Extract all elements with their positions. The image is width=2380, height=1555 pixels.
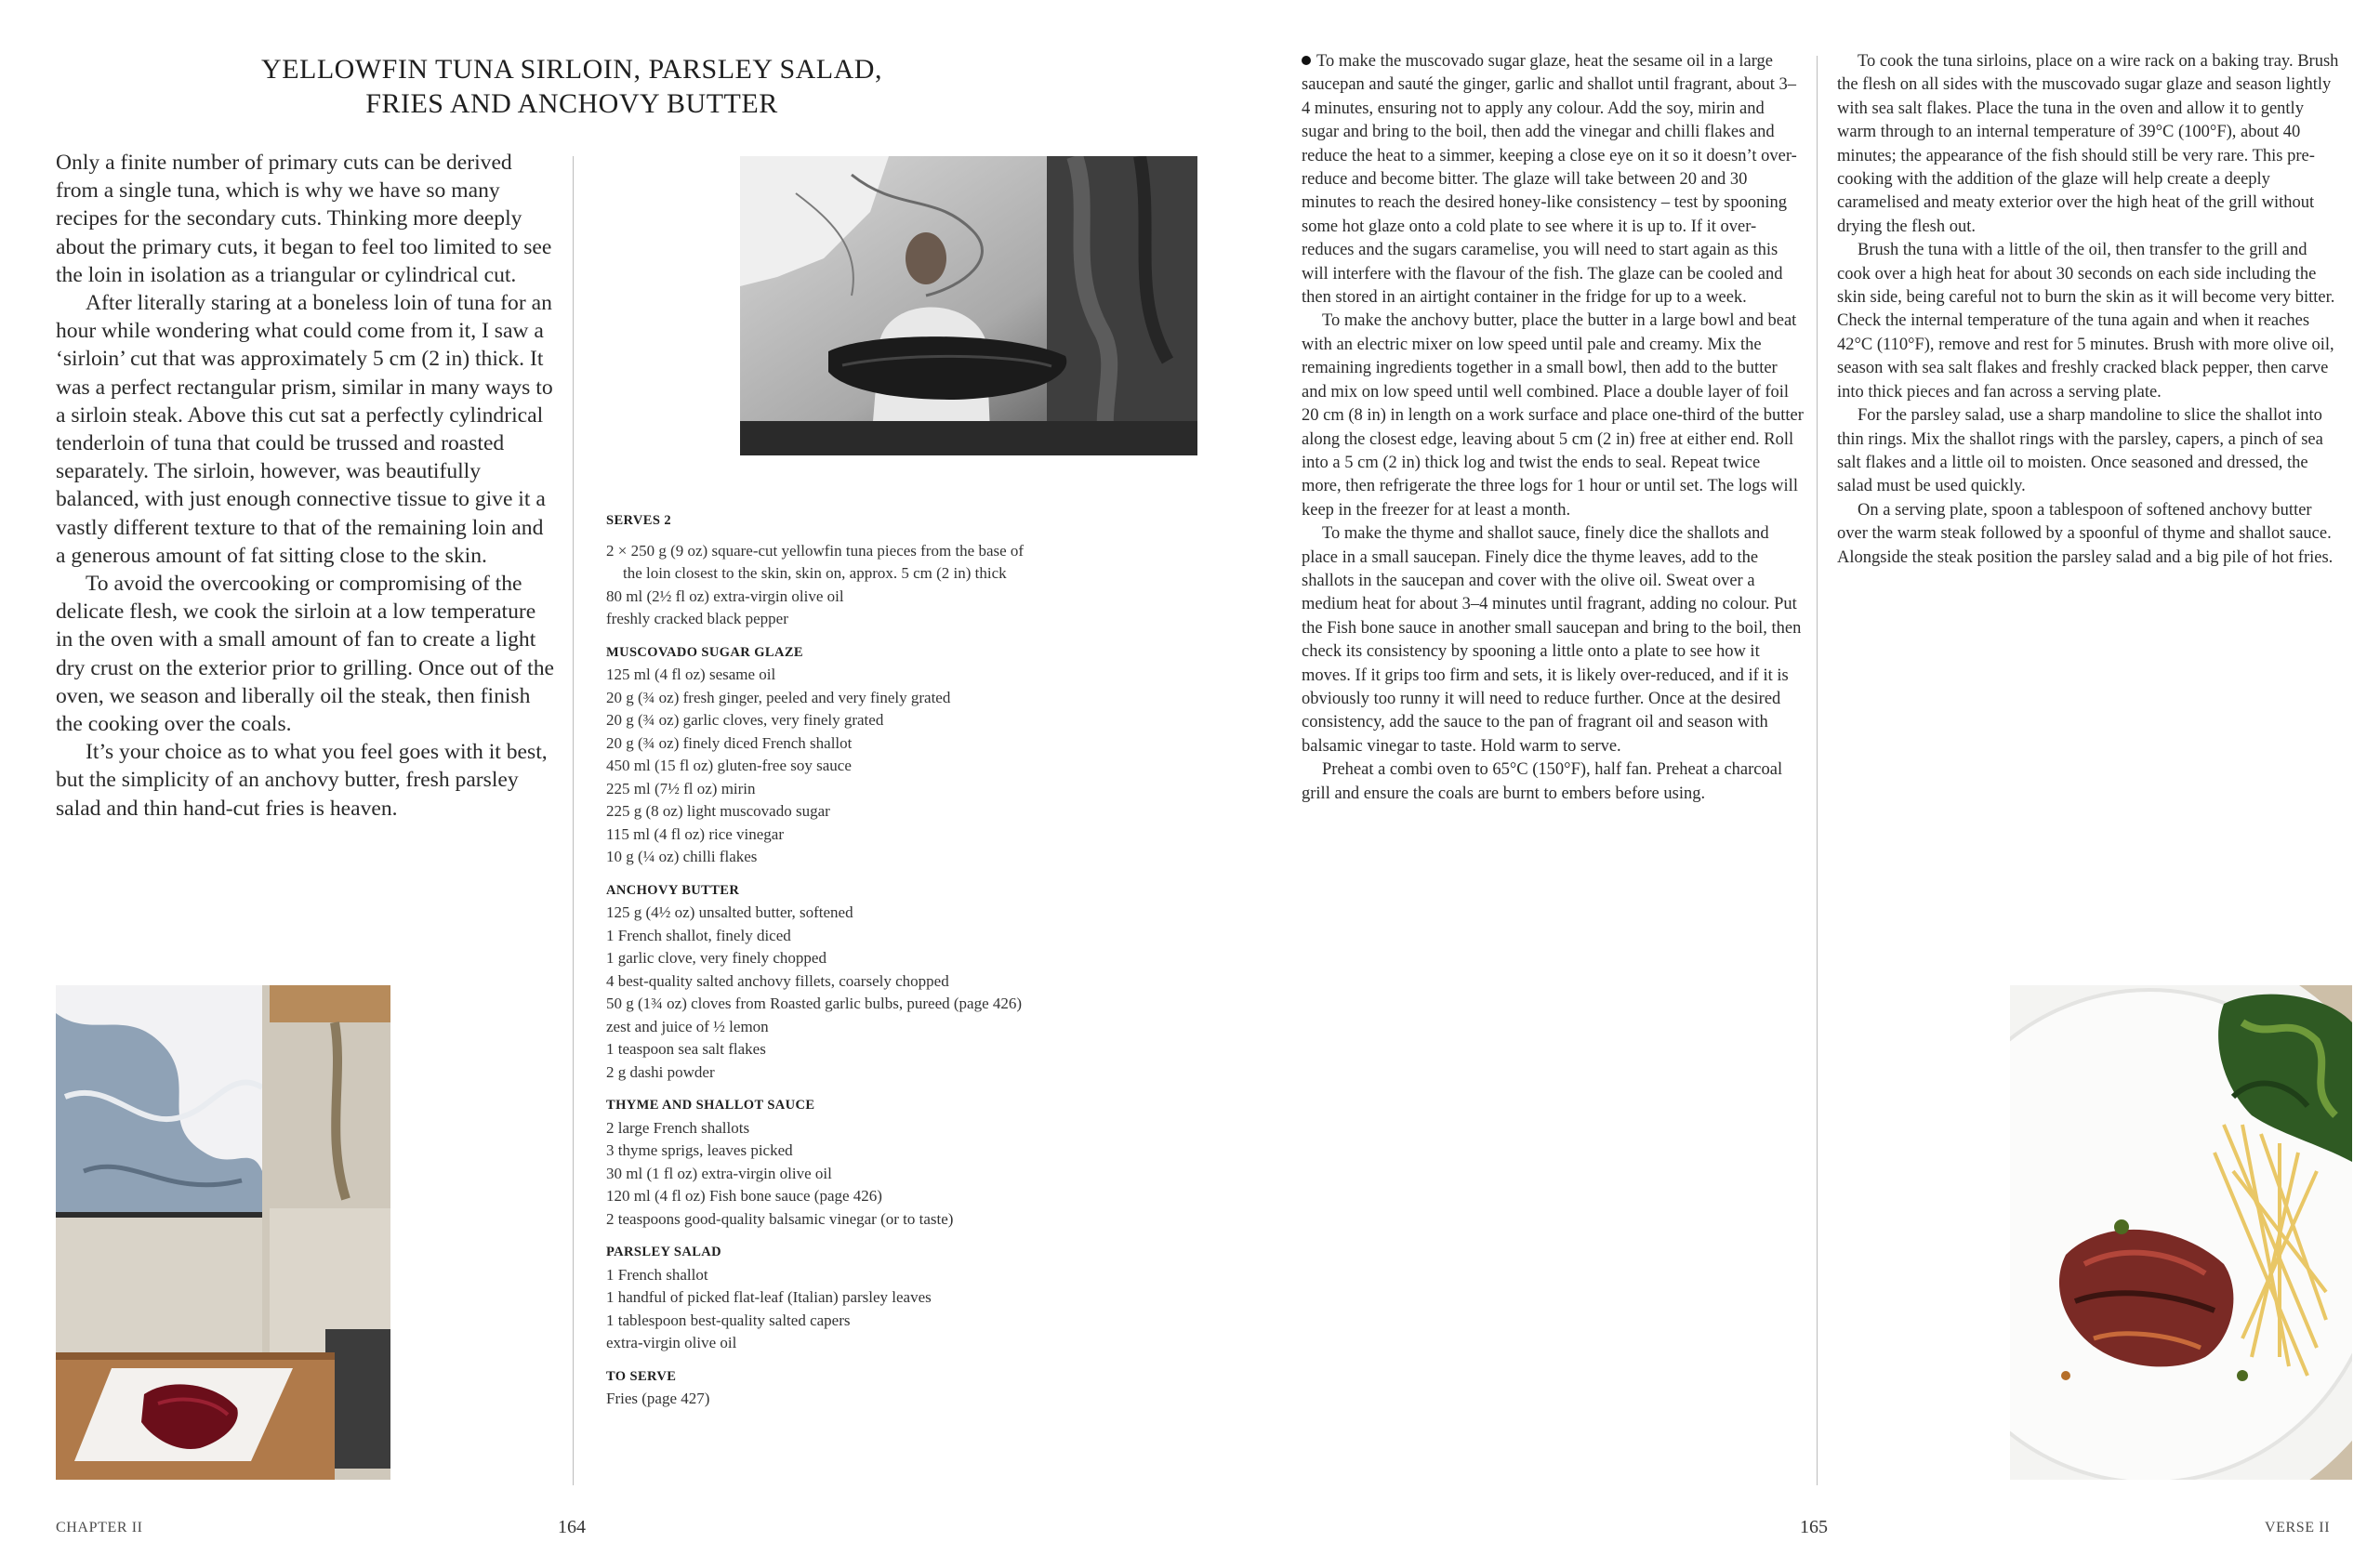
method-column-2 bbox=[1837, 50, 2339, 570]
intro-paragraph: Only a finite number of primary cuts can be derived from a single tuna, which is why we have so many recipes for the secondary cuts. Thinking more deeply about the primary cuts, it began to feel too limited to see the loin in isolation as a triangular or cylindrical cut. bbox=[56, 151, 552, 287]
ingredient-item: 225 g (8 oz) light muscovado sugar bbox=[606, 802, 830, 820]
recipe-title-line-1: YELLOWFIN TUNA SIRLOIN, PARSLEY SALAD, bbox=[261, 54, 882, 85]
ingredient-section-heading: THYME AND SHALLOT SAUCE bbox=[606, 1098, 815, 1113]
ingredient-section-heading: SERVES 2 bbox=[606, 513, 671, 528]
method-paragraph: For the parsley salad, use a sharp mandoline to slice the shallot into thin rings. Mix the shallot rings with the parsley, capers, a pinch of sea salt flakes and a little oil to moisten. Once seasoned and dressed, the salad must be used quickly. bbox=[1837, 406, 2323, 496]
ingredient-item: extra-virgin olive oil bbox=[606, 1334, 737, 1351]
ingredient-section bbox=[606, 641, 1043, 869]
ingredient-item: 115 ml (4 fl oz) rice vinegar bbox=[606, 824, 785, 843]
method-paragraph: To cook the tuna sirloins, place on a wire rack on a baking tray. Brush the flesh on all sides with the muscovado sugar glaze and season lightly with sea salt flakes. Place the tuna in the oven and allow it to gently warm through to an internal temperature of 39°C (100°F), about 40 minutes; the appearance of the fish should still be very rare. This pre-cooking with the addition of the glaze will help create a deeply caramelised and meaty exterior over the high heat of the grill without drying the flesh out. bbox=[1837, 52, 2339, 236]
ingredient-item: 1 tablespoon best-quality salted capers bbox=[606, 1311, 851, 1329]
tuna-loin-photo bbox=[56, 985, 390, 1480]
ingredient-item: 225 ml (7½ fl oz) mirin bbox=[606, 779, 756, 797]
page-number-left: 164 bbox=[558, 1517, 586, 1537]
recipe-title-line-2: FRIES AND ANCHOVY BUTTER bbox=[365, 88, 778, 119]
recipe-title bbox=[93, 52, 1051, 121]
method-paragraph: On a serving plate, spoon a tablespoon of softened anchovy butter over the warm steak followed by a spoonful of thyme and shallot sauce. Alongside the steak position the parsley salad and a big pile of hot fries. bbox=[1837, 500, 2334, 567]
bullet-icon bbox=[1302, 56, 1311, 65]
ingredient-section-heading: TO SERVE bbox=[606, 1368, 677, 1384]
ingredient-item: 1 teaspoon sea salt flakes bbox=[606, 1040, 766, 1058]
ingredient-item: 20 g (¾ oz) garlic cloves, very finely grated bbox=[606, 711, 884, 729]
ingredient-item: 125 ml (4 fl oz) sesame oil bbox=[606, 665, 776, 683]
intro-paragraph: After literally staring at a boneless loin of tuna for an hour while wondering what could come from it, I saw a ‘sirloin’ cut that was approximately 5 cm (2 in) thick. It was a perfect rectangular prism, similar in many ways to a sirloin steak. Above this cut sat a perfectly cylindrical tenderloin of tuna that could be trussed and roasted separately. The sirloin, however, was beautifully balanced, with just enough connective tissue to give it a vastly different texture to that of the remaining loin and a generous amount of fat sitting close to the skin. bbox=[56, 291, 553, 568]
method-paragraph: To make the thyme and shallot sauce, finely dice the shallots and place in a small saucepan. Finely dice the thyme leaves, add to the shallots in the saucepan and cover with the olive oil. Sweat over a medium heat for about 3–4 minutes until fragrant, adding no colour. Put the Fish bone sauce in another small saucepan and bring to the boil, then check its consistency by spooning a little onto a plate to see how it moves. If it grips too firm and sets, it is likely over-reduced, and if it is obviously too runny it will need to reduce further. Once at the desired consistency, add the sauce to the pan of fragrant oil and season with balsamic vinegar to taste. Hold warm to serve. bbox=[1302, 524, 1802, 756]
chef-photo bbox=[740, 156, 1197, 455]
ingredient-item: 2 large French shallots bbox=[606, 1118, 750, 1137]
method-paragraph: Brush the tuna with a little of the oil, then transfer to the grill and cook over a high heat for about 30 seconds on each side including the skin side, being careful not to burn the skin as it will become very bitter. Check the internal temperature of the tuna again and when it reaches 42°C (110°F), remove and rest for 5 minutes. Brush with more olive oil, season with sea salt flakes and freshly cracked black pepper, then carve into thick pieces and fan across a serving plate. bbox=[1837, 241, 2335, 402]
ingredient-item: 450 ml (15 fl oz) gluten-free soy sauce bbox=[606, 757, 852, 774]
ingredient-item: 2 g dashi powder bbox=[606, 1062, 715, 1081]
ingredient-section-heading: PARSLEY SALAD bbox=[606, 1245, 722, 1259]
ingredient-item: 20 g (¾ oz) finely diced French shallot bbox=[606, 733, 853, 752]
ingredient-item: 1 garlic clove, very finely chopped bbox=[606, 949, 826, 967]
method-column-1 bbox=[1302, 50, 1804, 806]
ingredient-item: 10 g (¼ oz) chilli flakes bbox=[606, 848, 758, 865]
ingredient-item: freshly cracked black pepper bbox=[606, 610, 788, 627]
ingredient-item: 3 thyme sprigs, leaves picked bbox=[606, 1141, 793, 1159]
ingredients-list bbox=[606, 509, 1043, 1421]
ingredient-item: 50 g (1¾ oz) cloves from Roasted garlic bulbs, pureed (page 426) bbox=[606, 995, 1023, 1012]
column-divider bbox=[1817, 56, 1818, 1485]
ingredient-section bbox=[606, 1094, 1043, 1231]
ingredient-item: 1 French shallot, finely diced bbox=[606, 926, 791, 944]
ingredient-section bbox=[606, 1365, 1043, 1411]
method-paragraph-text: To make the muscovado sugar glaze, heat the sesame oil in a large saucepan and sauté the ginger, garlic and shallot until fragrant, about 3–4 minutes, ensuring not to apply any colour. Add the soy, mirin and sugar and bring to the boil, then add the vinegar and chilli flakes and reduce the heat to a simmer, keeping a close eye on it so it doesn’t over-reduce and become bitter. The glaze will take between 20 and 30 minutes to reach the desired honey-like consistency – test by spooning some hot glaze onto a cold plate to see where it is up to. If it over-reduces and the sugars caramelise, you will need to start again as this will interfere with the flavour of the fish. The glaze can be cooled and then stored in an airtight container in the fridge for up to a week. bbox=[1302, 52, 1797, 308]
method-paragraph: To make the anchovy butter, place the butter in a large bowl and beat with an electric mixer on low speed until pale and creamy. Mix the remaining ingredients together in a small bowl, then add to the butter and mix on low speed until well combined. Place a double layer of foil 20 cm (8 in) in length on a work surface and place one-third of the butter along the closest edge, leaving about 5 cm (2 in) free at either end. Roll into a 5 cm (2 in) thick log and twist the ends to seal. Repeat twice more, then refrigerate the three logs for 1 hour or until set. The logs will keep in the freezer for at least a month. bbox=[1302, 311, 1804, 520]
column-divider bbox=[573, 156, 574, 1485]
ingredient-item: 30 ml (1 fl oz) extra-virgin olive oil bbox=[606, 1164, 832, 1182]
ingredient-item: 2 × 250 g (9 oz) square-cut yellowfin tuna pieces from the base of the loin closest to the skin, skin on, approx. 5 cm (2 in) thick bbox=[606, 541, 1025, 582]
ingredient-item: 120 ml (4 fl oz) Fish bone sauce (page 426) bbox=[606, 1187, 882, 1205]
ingredient-item: 4 best-quality salted anchovy fillets, coarsely chopped bbox=[606, 971, 949, 990]
method-paragraph: Preheat a combi oven to 65°C (150°F), half fan. Preheat a charcoal grill and ensure the coals are burnt to embers before using. bbox=[1302, 760, 1783, 803]
ingredient-section bbox=[606, 540, 1043, 631]
intro-text bbox=[56, 149, 558, 823]
chapter-label: CHAPTER II bbox=[56, 1520, 143, 1535]
ingredient-section-heading: ANCHOVY BUTTER bbox=[606, 882, 740, 898]
ingredient-section bbox=[606, 509, 1043, 533]
ingredient-item: zest and juice of ½ lemon bbox=[606, 1017, 769, 1035]
ingredient-item: 1 handful of picked flat-leaf (Italian) parsley leaves bbox=[606, 1288, 932, 1306]
ingredient-item: 2 teaspoons good-quality balsamic vinegar (or to taste) bbox=[606, 1209, 954, 1228]
method-paragraph bbox=[1302, 50, 1804, 310]
ingredient-item: 1 French shallot bbox=[606, 1265, 708, 1284]
intro-paragraph: It’s your choice as to what you feel goes with it best, but the simplicity of an anchovy butter, fresh parsley salad and thin hand-cut fries is heaven. bbox=[56, 740, 548, 821]
ingredient-item: 125 g (4½ oz) unsalted butter, softened bbox=[606, 903, 853, 921]
ingredient-section bbox=[606, 879, 1043, 1085]
ingredient-section bbox=[606, 1241, 1043, 1355]
ingredient-section-heading: MUSCOVADO SUGAR GLAZE bbox=[606, 644, 803, 660]
ingredient-item: 20 g (¾ oz) fresh ginger, peeled and very finely grated bbox=[606, 688, 951, 706]
plated-dish-photo bbox=[2010, 985, 2352, 1480]
page-number-right: 165 bbox=[1800, 1517, 1828, 1537]
ingredient-item: 80 ml (2½ fl oz) extra-virgin olive oil bbox=[606, 586, 844, 605]
ingredient-item: Fries (page 427) bbox=[606, 1390, 710, 1407]
intro-paragraph: To avoid the overcooking or compromising of the delicate flesh, we cook the sirloin at a low temperature in the oven with a small amount of fan to create a light dry crust on the exterior prior to grilling. Once out of the oven, we season and liberally oil the steak, then finish the cooking over the coals. bbox=[56, 572, 554, 737]
verse-label: VERSE II bbox=[2265, 1520, 2331, 1535]
